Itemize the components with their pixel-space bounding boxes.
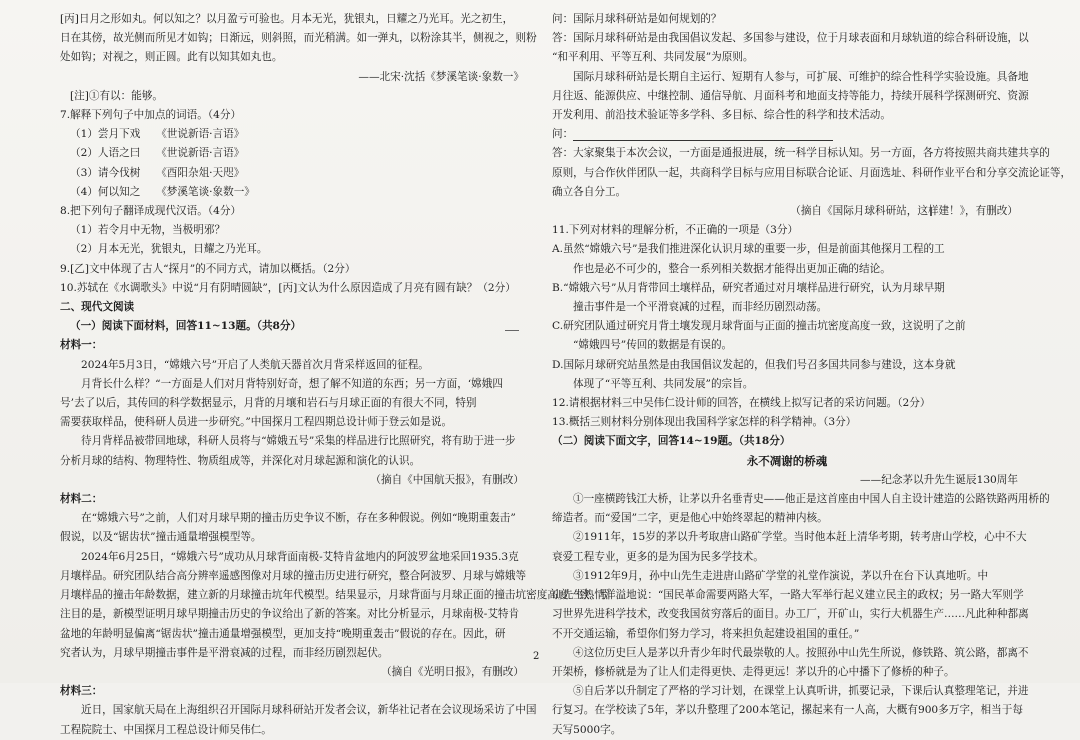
option-a: A.虽然“嫦娥六号”是我们推进深化认识月球的重要一步，但是前面其他探月工程的工 (552, 243, 945, 256)
text-line: 近日，国家航天局在上海组织召开国际月球科研站开发者会议，新华社记者在会议现场采访了中国 (81, 704, 537, 717)
paragraph-line: 衰爱工程专业，更多的是为国为民多学技术。 (552, 550, 764, 563)
page-number: 2 (533, 651, 540, 662)
answer-blank-line[interactable] (573, 128, 833, 141)
question-9: 9.[乙]文中体现了古人“探月”的不同方式，请加以概括。（2分） (60, 262, 356, 275)
subsection-heading: （二）阅读下面文字，回答14~19题。（共18分） (552, 435, 791, 448)
paragraph-line: ②1911年，15岁的茅以升考取唐山路矿学堂。当时他本赶上清华考期，转考唐山学校，心中不大 (573, 531, 1027, 544)
question-item: （1）尝月下戏 《世说新语·言语》 (70, 128, 245, 141)
pen-mark (505, 330, 519, 331)
paragraph-line: 习世界先进科学技术，改变我国贫穷落后的面目。办工厂，开矿山，实行大机器生产……凡此种种都离 (552, 608, 1029, 621)
text-line: 开发利用、前沿技术验证等多学科、多目标、综合性的科学和技术活动。 (552, 109, 891, 122)
source-citation: （摘自《中国航天报》，有删改） (370, 473, 524, 486)
text-line: 国际月球科研站是长期自主运行、短期有人参与，可扩展、可维护的综合性科学实验设施。具备地 (573, 70, 1029, 83)
paragraph-line: ⑤自后茅以升制定了严格的学习计划，在课堂上认真听讲，抓要记录，下课后认真整理笔记，并进 (573, 685, 1029, 698)
question-item: （4）何以知之 《梦溪笔谈·象数一》 (70, 185, 255, 198)
text-line: 工程院院士、中国探月工程总设计师吴伟仁。 (60, 723, 272, 736)
paragraph-line: ①一座横跨钱江大桥，让茅以升名垂青史——他正是这首座由中国人自主设计建造的公路铁路两用桥的 (573, 493, 1050, 506)
section-heading: 二、现代文阅读 (60, 301, 135, 314)
text-line: 待月背样品被带回地球，科研人员将与“嫦娥五号”采集的样品进行比照研究，将有助于进一步 (81, 435, 516, 448)
paragraph-line: 行复习。在学校读了5年，茅以升整理了200本笔记，摞起来有一人高，大概有900多万字，相当于每 (552, 704, 1023, 717)
text-line: “嫦娥四号”传回的数据是有误的。 (573, 339, 733, 352)
interview-question-blank: 问： (552, 125, 1022, 144)
text-line: 号’去了以后，其传回的科学数据显示，月背的月壤和岩石与月球正面的有很大不同，特别 (60, 397, 477, 410)
question-item: （2）月本无光，犹银丸，日耀之乃光耳。 (70, 243, 268, 256)
text-line: 作也是必不可少的，整合一系列相关数据才能得出更加正确的结论。 (573, 262, 891, 275)
option-b: B.“嫦娥六号”从月背带回土壤样品，研究者通过对月壤样品进行研究，认为月球早期 (552, 281, 945, 294)
question-13: 13.概括三则材料分别体现出我国科学家怎样的科学精神。（3分） (552, 416, 857, 429)
subsection-heading: （一）阅读下面材料，回答11~13题。（共8分） (70, 320, 302, 333)
material-label: 材料一： (60, 339, 103, 352)
material-label: 材料二： (60, 493, 103, 506)
pen-mark (930, 208, 942, 216)
text-line: 2024年5月3日，“嫦娥六号”开启了人类航天器首次月背采样返回的征程。 (81, 358, 429, 371)
text-line: 处如钩；对视之，则正圆。此有以知其如丸也。 (60, 51, 283, 64)
paragraph-line: 山先生热情洋溢地说：“国民革命需要两路大军，一路大军举行起义建立民主的政权；另一路大军则学 (552, 589, 1024, 602)
option-d: D.国际月球研究站虽然是由我国倡议发起的，但我们号召多国共同参与建设，这本身就 (552, 358, 956, 371)
paragraph-line: 缔造者。而“爱国”二字，更是他心中始终翠起的精神内核。 (552, 512, 828, 525)
text-line: 月背长什么样？“一方面是人们对月背特别好奇，想了解不知道的东西；另一方面，‘嫦娥四 (81, 377, 503, 390)
text-line: 2024年6月25日，“嫦娥六号”成功从月球背面南极-艾特肯盆地内的阿波罗盆地采回1935.3克 (81, 550, 519, 563)
interview-answer: 答：国际月球科研站是由我国倡议发起、多国参与建设，位于月球表面和月球轨道的综合科研设施，以 (552, 32, 1029, 45)
text-line: [丙]日月之形如丸。何以知之？以月盈亏可验也。月本无光，犹银丸，日耀之乃光耳。光之初生， (60, 13, 514, 25)
question-item: （1）若令月中无物，当极明邪？ (70, 224, 226, 237)
interview-question: 问：国际月球科研站是如何规划的？ (552, 13, 722, 25)
question-12: 12.请根据材料三中吴伟仁设计师的回答，在横线上拟写记者的采访问题。（2分） (552, 397, 931, 410)
text-line: 分析月球的结构、物理特性、物质组成等，并深化对月球起源和演化的认识。 (60, 454, 421, 467)
material-label: 材料三： (60, 685, 103, 698)
text-line: “和平利用、平等互利、共同发展”为原则。 (552, 51, 754, 64)
text-line: 究者认为，月球早期撞击事件是平滑衰减的过程，而非经历剧烈起伏。 (60, 646, 389, 659)
text-line: 体现了“平等互利、共同发展”的宗旨。 (573, 377, 754, 390)
text-line: 日在其傍，故光侧而所见才如钩；日渐远，则斜照，而光稍满。如一弹丸，以粉涂其半，侧视之，则粉 (60, 32, 537, 45)
interview-answer: 答：大家聚集于本次会议，一方面是通报进展，统一科学目标认知。另一方面，各方将按照共商共建共享的 (552, 147, 1050, 160)
right-column (552, 10, 1072, 740)
option-c: C.研究团队通过研究月背土壤发现月球背面与正面的撞击坑密度高度一致，这说明了之前 (552, 320, 966, 333)
text-line: 原则，与合作伙伴团队一起，共商科学目标与应用目标联合论证、月面选址、科研作业平台和分享交流论证等， (552, 166, 1072, 179)
text-line: 在“嫦娥六号”之前，人们对月球早期的撞击历史争议不断，存在多种假说。例如“晚期重轰击” (81, 512, 516, 525)
text-line: 需要获取样品，使科研人员进一步研究。”中国探月工程四期总设计师于登云如是说。 (60, 416, 453, 429)
paragraph-line: 开架桥，修桥就是为了让人们走得更快、走得更远！茅以升的心中播下了修桥的种子。 (552, 665, 955, 678)
question-7: 7.解释下列句子中加点的词语。（4分） (60, 109, 242, 122)
source-citation: ——北宋·沈括《梦溪笔谈·象数一》 (358, 70, 524, 83)
text-line: 注目的是，新模型证明月球早期撞击历史的争议给出了新的答案。对比分析显示，月球南极-艾特肯 (60, 608, 520, 621)
text-line: 假说，以及“锯齿状”撞击通量增强模型等。 (60, 531, 262, 544)
question-8: 8.把下列句子翻译成现代汉语。（4分） (60, 205, 242, 218)
question-item: （3）请今伐树 《酉阳杂俎·天咫》 (70, 166, 245, 179)
question-item: （2）人语之曰 《世说新语·言语》 (70, 147, 245, 160)
source-citation: （摘自《国际月球科研站，这样建！》，有删改） (790, 205, 1018, 218)
paragraph-line: 不开交通运输，希望你们努力学习，将来担负起建设祖国的重任。” (552, 627, 860, 640)
question-10: 10.苏轼在《水调歌头》中说“月有阴晴圆缺”，[丙]文认为什么原因造成了月亮有圆有缺？（2分） (60, 281, 516, 294)
paragraph-line: ④这位历史巨人是茅以升青少年时代最崇敬的人。按照孙中山先生所说，修铁路、筑公路，都离不 (573, 646, 1029, 659)
text-line: 确立各自分工。 (552, 185, 627, 198)
text-line: 月往返、能源供应、中继控制、通信导航、月面科考和地面支持等能力，持续开展科学探测研究、资源 (552, 89, 1029, 102)
text-line: 月壤样品。研究团队结合高分辨率遥感图像对月球的撞击历史进行研究，整合阿波罗、月球与嫦娥等 (60, 569, 527, 582)
text-line: 月壤样品的撞击年龄数据，建立新的月球撞击坑年代模型。结果显示，月球背面与月球正面的撞击坑密度高度一致。引 (60, 589, 611, 602)
annotation-note: [注]①有以：能够。 (70, 89, 164, 102)
paragraph-line: ③1912年9月，孙中山先生走进唐山路矿学堂的礼堂作演说，茅以升在台下认真地听。中 (573, 569, 989, 582)
source-citation: （摘自《光明日报》，有删改） (380, 665, 524, 678)
text-line: 撞击事件是一个平滑衰减的过程，而非经历剧烈动荡。 (573, 301, 828, 314)
text-line: 盆地的年龄明显偏离“锯齿状”撞击通量增强模型，更加支持“晚期重轰击”假说的存在。因此，研 (60, 627, 506, 640)
article-title: 永不凋谢的桥魂 (746, 453, 828, 468)
paragraph-line: 天写5000字。 (552, 723, 622, 736)
article-subtitle: ——纪念茅以升先生诞辰130周年 (860, 473, 1018, 486)
question-11: 11.下列对材料的理解分析，不正确的一项是（3分） (552, 224, 799, 237)
